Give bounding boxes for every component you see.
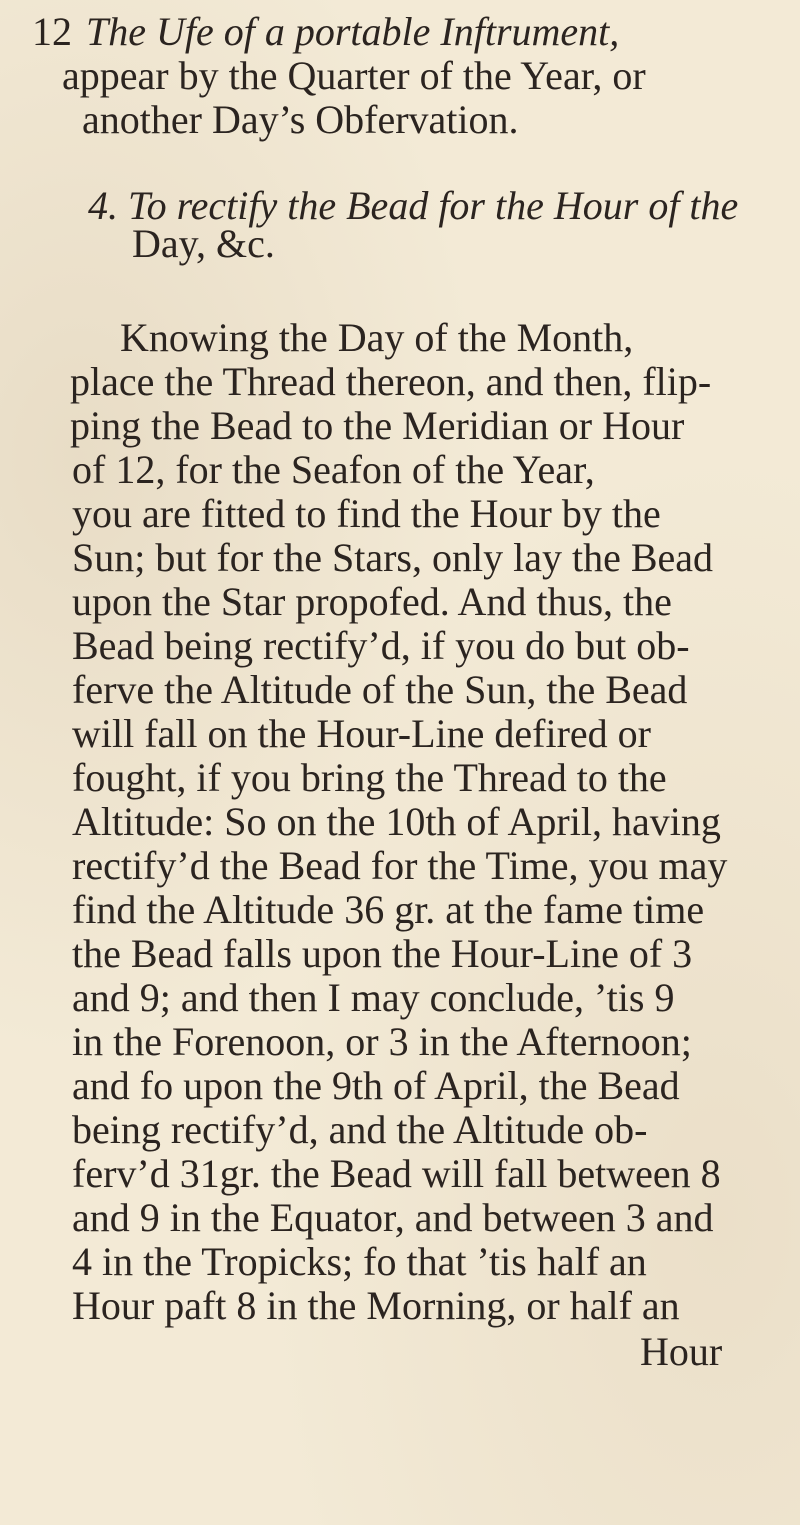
- body-line: ferve the Altitude of the Sun, the Bead: [72, 667, 688, 712]
- body-line: and 9 in the Equator, and between 3 and: [72, 1195, 714, 1240]
- body-line: place the Thread thereon, and then, flip-: [70, 359, 712, 404]
- body-line: Altitude: So on the 10th of April, having: [72, 799, 721, 844]
- body-line: upon the Star propofed. And thus, the: [72, 579, 672, 624]
- section-heading-line-2: Day, &c.: [132, 221, 275, 266]
- body-line: Bead being rectify’d, if you do but ob-: [72, 623, 690, 668]
- body-line: ping the Bead to the Meridian or Hour: [70, 403, 685, 448]
- body-line: Hour paft 8 in the Morning, or half an: [72, 1283, 680, 1328]
- intro-line: another Day’s Obfervation.: [82, 97, 519, 142]
- body-line: of 12, for the Seafon of the Year,: [72, 447, 595, 492]
- body-line: and 9; and then I may conclude, ’tis 9: [72, 975, 675, 1020]
- catchword: Hour: [640, 1329, 723, 1374]
- body-line: the Bead falls upon the Hour-Line of 3: [72, 931, 693, 976]
- body-line: find the Altitude 36 gr. at the fame time: [72, 887, 705, 932]
- running-title: The Ufe of a portable Inftrument,: [86, 9, 620, 54]
- body-line: rectify’d the Bead for the Time, you may: [72, 843, 728, 888]
- body-line: being rectify’d, and the Altitude ob-: [72, 1107, 648, 1152]
- intro-line: appear by the Quarter of the Year, or: [62, 53, 646, 98]
- body-line: 4 in the Tropicks; fo that ’tis half an: [72, 1239, 647, 1284]
- body-line: you are fitted to find the Hour by the: [72, 491, 661, 536]
- body-line: in the Forenoon, or 3 in the Afternoon;: [72, 1019, 692, 1064]
- body-line: Sun; but for the Stars, only lay the Bead: [72, 535, 714, 580]
- body-line: Knowing the Day of the Month,: [120, 315, 634, 360]
- page-number: 12: [32, 9, 72, 54]
- running-head: [32, 8, 619, 55]
- section-heading-line-1: 4. To rectify the Bead for the Hour of the: [88, 183, 739, 228]
- body-line: ferv’d 31gr. the Bead will fall between 8: [72, 1151, 721, 1196]
- body-line: will fall on the Hour-Line defired or: [72, 711, 652, 756]
- body-line: fought, if you bring the Thread to the: [72, 755, 667, 800]
- body-line: and fo upon the 9th of April, the Bead: [72, 1063, 680, 1108]
